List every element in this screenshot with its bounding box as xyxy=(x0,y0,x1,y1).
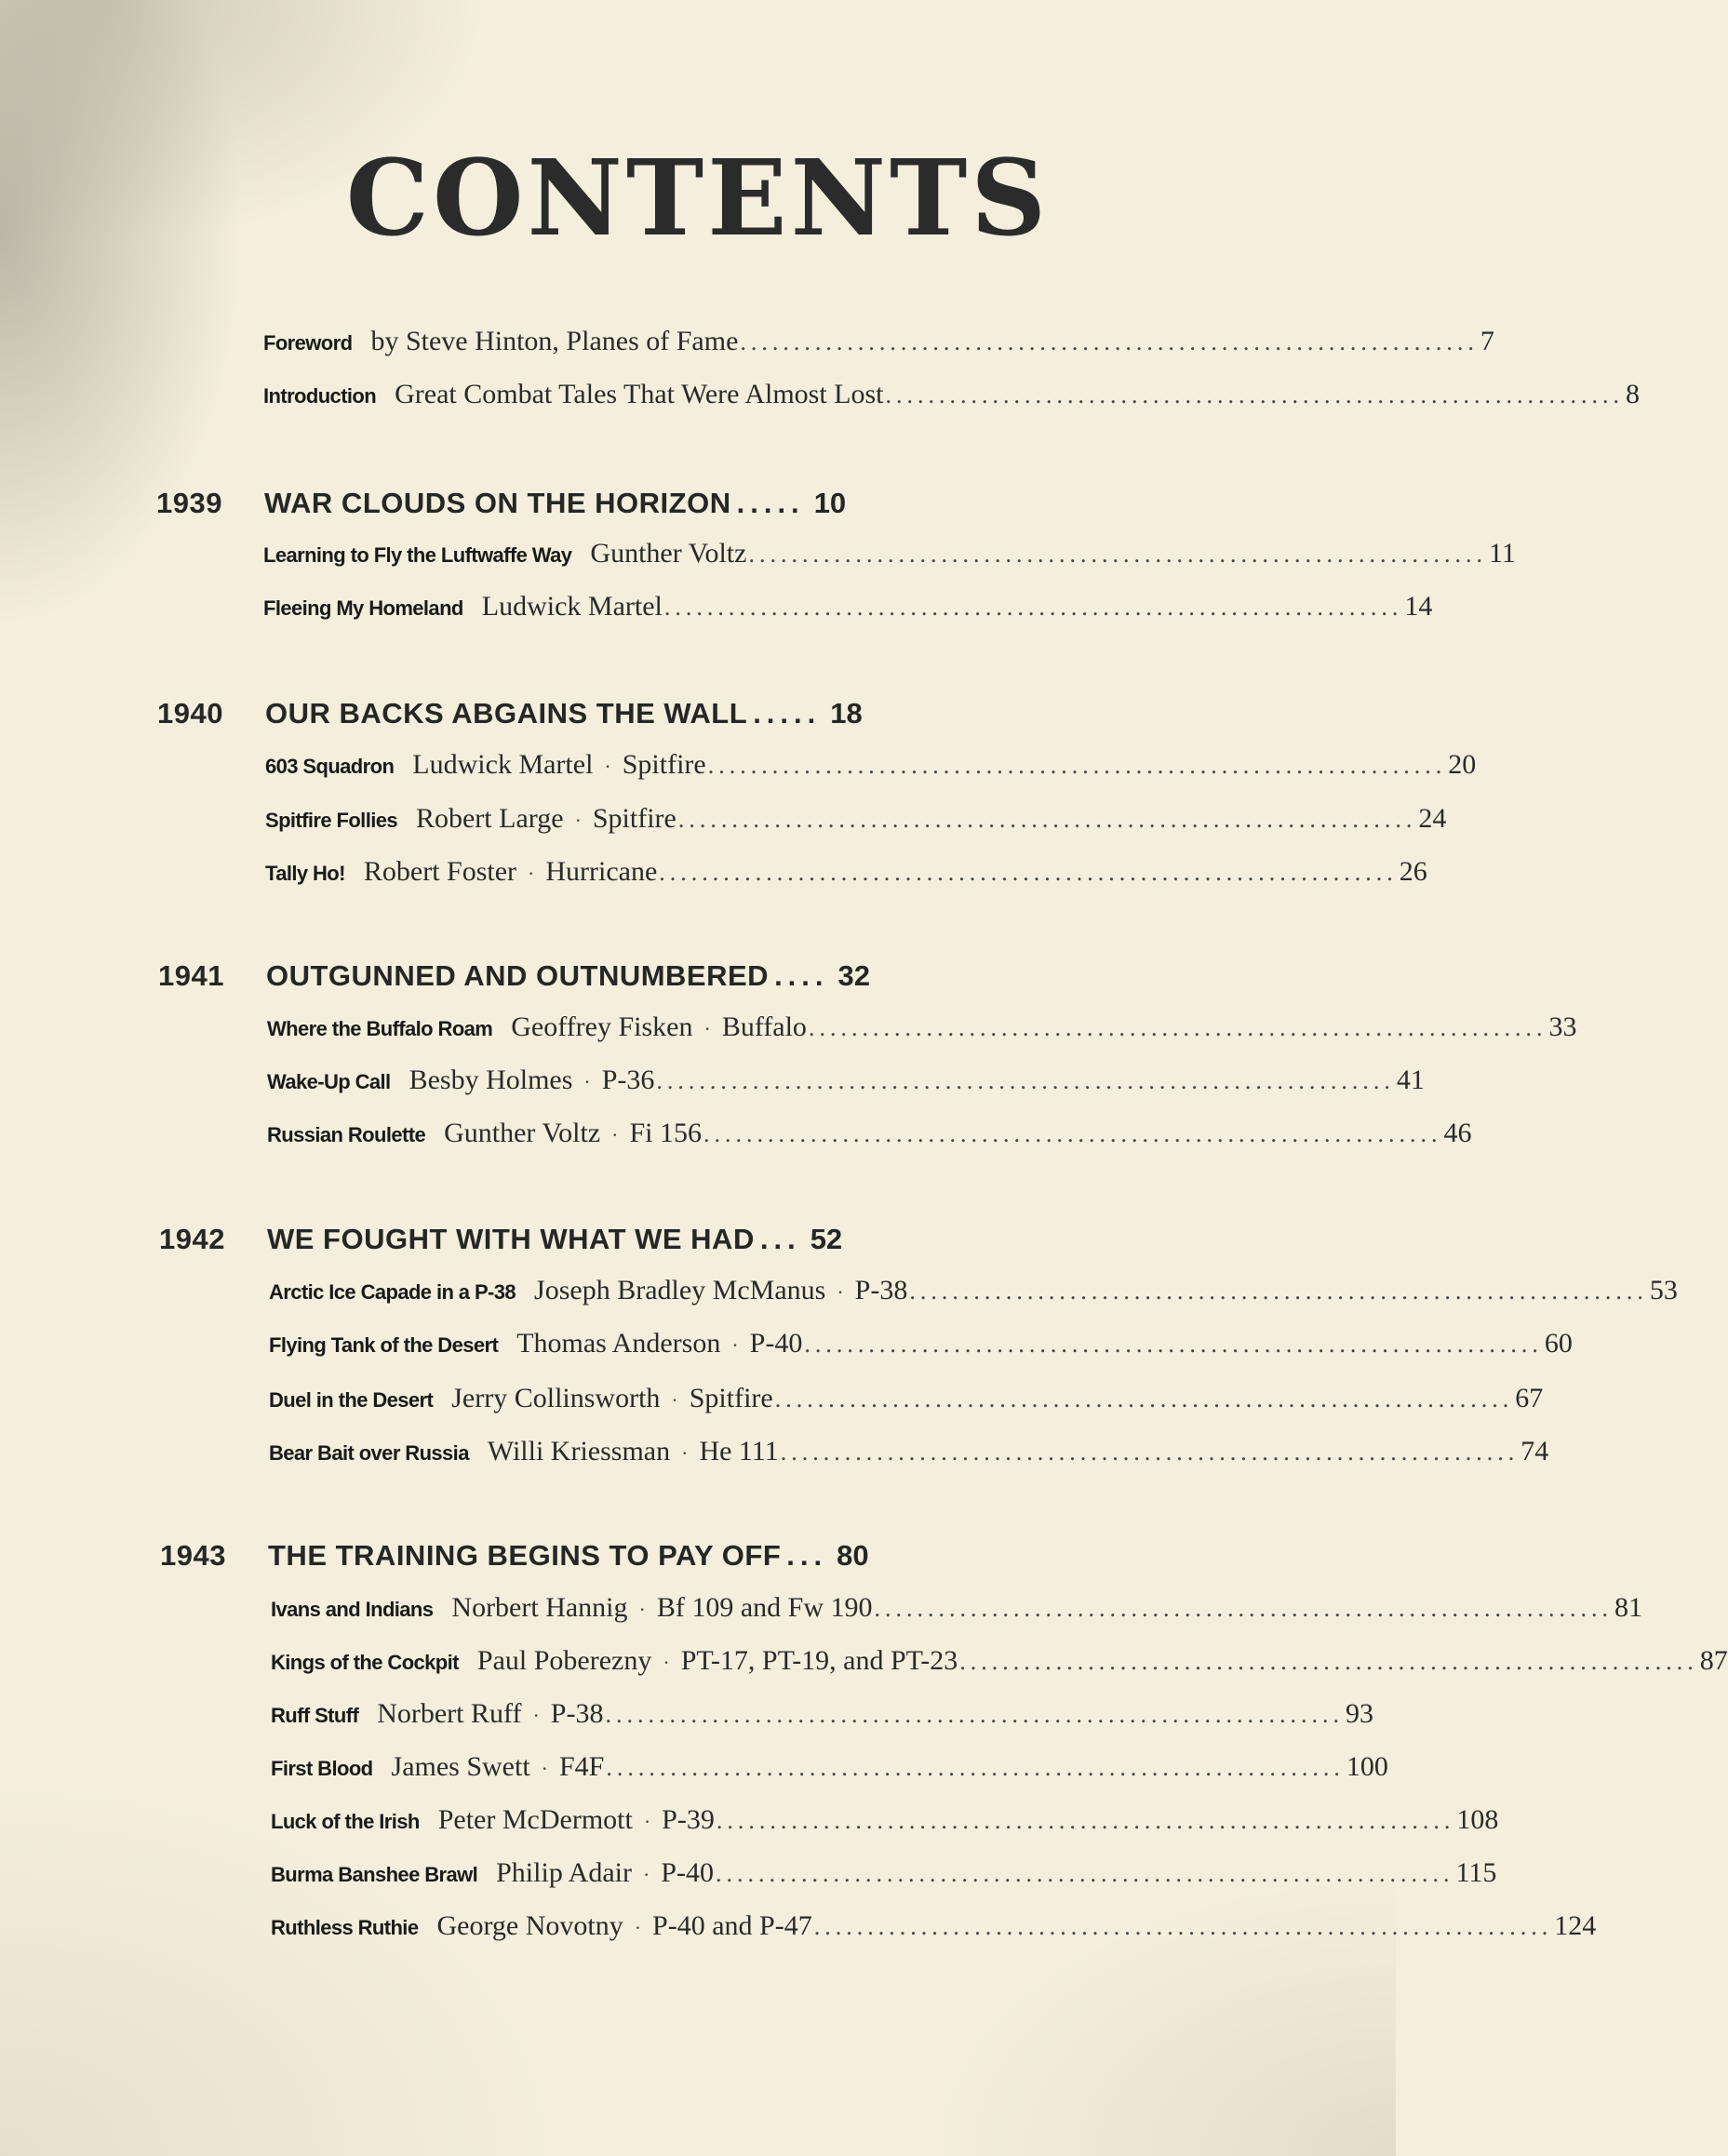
entry-author: Willi Kriessman xyxy=(487,1436,671,1466)
section-header[interactable] xyxy=(159,1223,842,1256)
dot-leader: ..................................................................... xyxy=(707,752,1447,779)
dot-leader: ..................................................................... xyxy=(748,541,1487,568)
section-page-number: 32 xyxy=(837,959,870,992)
entry-aircraft: P-39 xyxy=(662,1804,715,1835)
entry-title: Ruff Stuff xyxy=(271,1704,359,1727)
section-header[interactable] xyxy=(158,959,870,993)
entry-aircraft: P-40 xyxy=(661,1857,714,1888)
entry-page-number: 53 xyxy=(1649,1275,1678,1306)
separator-dot: · xyxy=(663,1651,670,1674)
entry-description: by Steve Hinton, Planes of Fame xyxy=(370,326,739,356)
section-page-number: 80 xyxy=(837,1539,869,1572)
separator-dot: · xyxy=(541,1757,548,1780)
toc-entry[interactable] xyxy=(269,1436,1549,1467)
entry-title: Wake-Up Call xyxy=(267,1070,391,1093)
entry-aircraft: P-38 xyxy=(550,1698,604,1729)
entry-title: Ruthless Ruthie xyxy=(271,1916,419,1939)
entry-author: Besby Holmes xyxy=(409,1065,573,1095)
entry-title: Bear Bait over Russia xyxy=(269,1441,469,1465)
dot-leader: ..................................................................... xyxy=(703,1120,1442,1147)
entry-author: Ludwick Martel xyxy=(481,591,663,622)
section-header[interactable] xyxy=(157,697,863,730)
section-year: 1943 xyxy=(160,1539,226,1572)
entry-aircraft: Spitfire xyxy=(592,803,676,834)
section-header[interactable] xyxy=(160,1539,869,1573)
entry-author: Peter McDermott xyxy=(437,1804,633,1835)
toc-entry[interactable] xyxy=(263,591,1433,623)
entry-author: Ludwick Martel xyxy=(412,749,594,780)
toc-entry[interactable] xyxy=(269,1328,1573,1359)
dot-leader: ..................................................................... xyxy=(909,1278,1648,1305)
separator-dot: · xyxy=(643,1810,651,1833)
entry-page-number: 115 xyxy=(1455,1857,1497,1888)
entry-page-number: 41 xyxy=(1396,1065,1425,1095)
toc-entry[interactable] xyxy=(271,1910,1597,1942)
dot-leader: ..................................................................... xyxy=(606,1754,1345,1781)
entry-page-number: 24 xyxy=(1418,803,1447,834)
entry-page-number: 81 xyxy=(1614,1592,1643,1623)
entry-page-number: 26 xyxy=(1399,856,1427,887)
dot-leader: ..................................................................... xyxy=(813,1913,1553,1940)
toc-entry[interactable] xyxy=(263,326,1494,357)
entry-aircraft: He 111 xyxy=(699,1436,779,1466)
toc-entry[interactable] xyxy=(263,538,1516,569)
separator-dot: · xyxy=(604,755,611,778)
separator-dot: · xyxy=(681,1441,689,1465)
entry-title: Foreword xyxy=(263,331,353,355)
entry-page-number: 100 xyxy=(1346,1751,1388,1782)
section-dot-leader: ..... xyxy=(736,487,805,519)
separator-dot: · xyxy=(731,1333,739,1357)
separator-dot: · xyxy=(642,1863,650,1886)
dot-leader: ..................................................................... xyxy=(959,1648,1698,1675)
section-dot-leader: ..... xyxy=(753,697,822,730)
toc-entry[interactable] xyxy=(271,1645,1728,1677)
entry-title: Introduction xyxy=(263,384,377,408)
entry-title: Duel in the Desert xyxy=(269,1388,434,1412)
separator-dot: · xyxy=(532,1704,540,1727)
entry-aircraft: P-40 xyxy=(749,1328,803,1359)
entry-author: George Novotny xyxy=(436,1910,623,1941)
entry-aircraft: P-40 and P-47 xyxy=(652,1910,812,1941)
section-year: 1939 xyxy=(156,487,222,519)
toc-entry[interactable] xyxy=(263,379,1641,410)
section-title: OUR BACKS ABGAINS THE WALL xyxy=(265,697,748,730)
section-page-number: 18 xyxy=(830,697,863,730)
separator-dot: · xyxy=(611,1123,619,1146)
toc-entry[interactable] xyxy=(271,1698,1373,1730)
dot-leader: ..................................................................... xyxy=(874,1595,1614,1622)
entry-page-number: 11 xyxy=(1488,538,1516,569)
entry-author: Jerry Collinsworth xyxy=(451,1383,661,1413)
section-header[interactable] xyxy=(156,487,846,520)
entry-title: Luck of the Irish xyxy=(271,1810,420,1833)
separator-dot: · xyxy=(528,862,535,885)
dot-leader: ..................................................................... xyxy=(740,328,1479,355)
entry-author: Robert Foster xyxy=(363,856,517,887)
toc-entry[interactable] xyxy=(267,1011,1577,1043)
entry-title: Kings of the Cockpit xyxy=(271,1651,459,1674)
dot-leader: ..................................................................... xyxy=(774,1386,1514,1413)
entry-author: Gunther Voltz xyxy=(444,1118,601,1148)
section-year: 1942 xyxy=(159,1223,225,1255)
toc-entry[interactable] xyxy=(271,1857,1497,1889)
entry-author: Geoffrey Fisken xyxy=(511,1011,693,1042)
entry-author: Joseph Bradley McManus xyxy=(534,1275,826,1306)
section-title: THE TRAINING BEGINS TO PAY OFF xyxy=(268,1539,782,1572)
dot-leader: ..................................................................... xyxy=(885,382,1625,408)
toc-entry[interactable] xyxy=(265,856,1427,888)
entry-page-number: 46 xyxy=(1443,1118,1472,1148)
entry-page-number: 7 xyxy=(1480,326,1494,356)
entry-page-number: 60 xyxy=(1544,1328,1573,1359)
dot-leader: ..................................................................... xyxy=(656,1067,1395,1094)
entry-aircraft: Buffalo xyxy=(721,1011,807,1042)
separator-dot: · xyxy=(638,1598,646,1621)
dot-leader: ..................................................................... xyxy=(808,1014,1547,1041)
toc-entry[interactable] xyxy=(271,1751,1388,1783)
entry-description: Great Combat Tales That Were Almost Lost xyxy=(395,379,884,409)
separator-dot: · xyxy=(634,1916,642,1939)
toc-entry[interactable] xyxy=(267,1065,1425,1096)
entry-title: Where the Buffalo Roam xyxy=(267,1017,493,1040)
entry-page-number: 8 xyxy=(1626,379,1641,409)
entry-page-number: 33 xyxy=(1548,1011,1577,1042)
entry-author: Philip Adair xyxy=(496,1857,632,1888)
entry-page-number: 67 xyxy=(1515,1383,1544,1413)
toc-entry[interactable] xyxy=(267,1118,1472,1149)
section-dot-leader: .... xyxy=(774,959,829,992)
entry-aircraft: PT-17, PT-19, and PT-23 xyxy=(680,1645,958,1676)
toc-entry[interactable] xyxy=(269,1275,1678,1306)
section-title: OUTGUNNED AND OUTNUMBERED xyxy=(266,959,770,992)
entry-title: 603 Squadron xyxy=(265,755,395,778)
section-page-number: 52 xyxy=(810,1223,843,1255)
section-title: WAR CLOUDS ON THE HORIZON xyxy=(264,487,731,519)
entry-page-number: 93 xyxy=(1345,1698,1373,1729)
entry-author: Norbert Hannig xyxy=(451,1592,628,1623)
entry-aircraft: Hurricane xyxy=(545,856,658,887)
page-title: CONTENTS xyxy=(345,138,1051,260)
separator-dot: · xyxy=(837,1280,844,1304)
entry-aircraft: Spitfire xyxy=(689,1383,773,1413)
toc-entry[interactable] xyxy=(265,803,1447,835)
section-year: 1940 xyxy=(157,697,223,730)
dot-leader: ..................................................................... xyxy=(663,594,1403,621)
entry-page-number: 74 xyxy=(1520,1436,1549,1466)
entry-title: Flying Tank of the Desert xyxy=(269,1333,499,1357)
entry-title: Burma Banshee Brawl xyxy=(271,1863,478,1886)
separator-dot: · xyxy=(583,1070,591,1093)
entry-aircraft: Fi 156 xyxy=(629,1118,703,1148)
entry-aircraft: P-38 xyxy=(854,1275,908,1306)
entry-page-number: 14 xyxy=(1404,591,1433,622)
entry-page-number: 124 xyxy=(1554,1910,1597,1941)
dot-leader: ..................................................................... xyxy=(677,806,1417,833)
entry-author: Paul Poberezny xyxy=(476,1645,652,1676)
dot-leader: ..................................................................... xyxy=(659,859,1398,886)
entry-aircraft: Bf 109 and Fw 190 xyxy=(656,1592,873,1623)
entry-title: Arctic Ice Capade in a P-38 xyxy=(269,1280,516,1304)
section-page-number: 10 xyxy=(813,487,847,519)
separator-dot: · xyxy=(574,809,582,832)
entry-aircraft: P-36 xyxy=(601,1065,655,1095)
entry-title: Ivans and Indians xyxy=(271,1598,434,1621)
entry-author: James Swett xyxy=(391,1751,530,1782)
entry-author: Gunther Voltz xyxy=(590,538,747,569)
dot-leader: ..................................................................... xyxy=(715,1860,1454,1887)
toc-entry[interactable] xyxy=(265,749,1477,781)
entry-page-number: 87 xyxy=(1699,1645,1728,1676)
section-title: WE FOUGHT WITH WHAT WE HAD xyxy=(267,1223,755,1255)
separator-dot: · xyxy=(703,1017,711,1040)
entry-title: Russian Roulette xyxy=(267,1123,426,1146)
dot-leader: ..................................................................... xyxy=(804,1331,1543,1358)
entry-author: Robert Large xyxy=(415,803,564,834)
toc-entry[interactable] xyxy=(271,1804,1499,1836)
entry-page-number: 20 xyxy=(1448,749,1477,780)
section-dot-leader: ... xyxy=(759,1223,801,1255)
entry-aircraft: F4F xyxy=(559,1751,605,1782)
entry-title: Tally Ho! xyxy=(265,862,345,885)
section-year: 1941 xyxy=(158,959,224,992)
entry-aircraft: Spitfire xyxy=(622,749,706,780)
dot-leader: ..................................................................... xyxy=(716,1807,1455,1834)
entry-author: Norbert Ruff xyxy=(377,1698,522,1729)
separator-dot: · xyxy=(671,1388,678,1412)
entry-title: Learning to Fly the Luftwaffe Way xyxy=(263,543,572,567)
entry-author: Thomas Anderson xyxy=(516,1328,721,1359)
toc-entry[interactable] xyxy=(271,1592,1643,1624)
entry-title: Spitfire Follies xyxy=(265,809,397,832)
dot-leader: ..................................................................... xyxy=(605,1701,1344,1728)
entry-title: First Blood xyxy=(271,1757,373,1780)
entry-title: Fleeing My Homeland xyxy=(263,596,463,620)
dot-leader: ..................................................................... xyxy=(780,1439,1520,1466)
entry-page-number: 108 xyxy=(1456,1804,1499,1835)
section-dot-leader: ... xyxy=(786,1539,828,1572)
toc-entry[interactable] xyxy=(269,1383,1544,1414)
